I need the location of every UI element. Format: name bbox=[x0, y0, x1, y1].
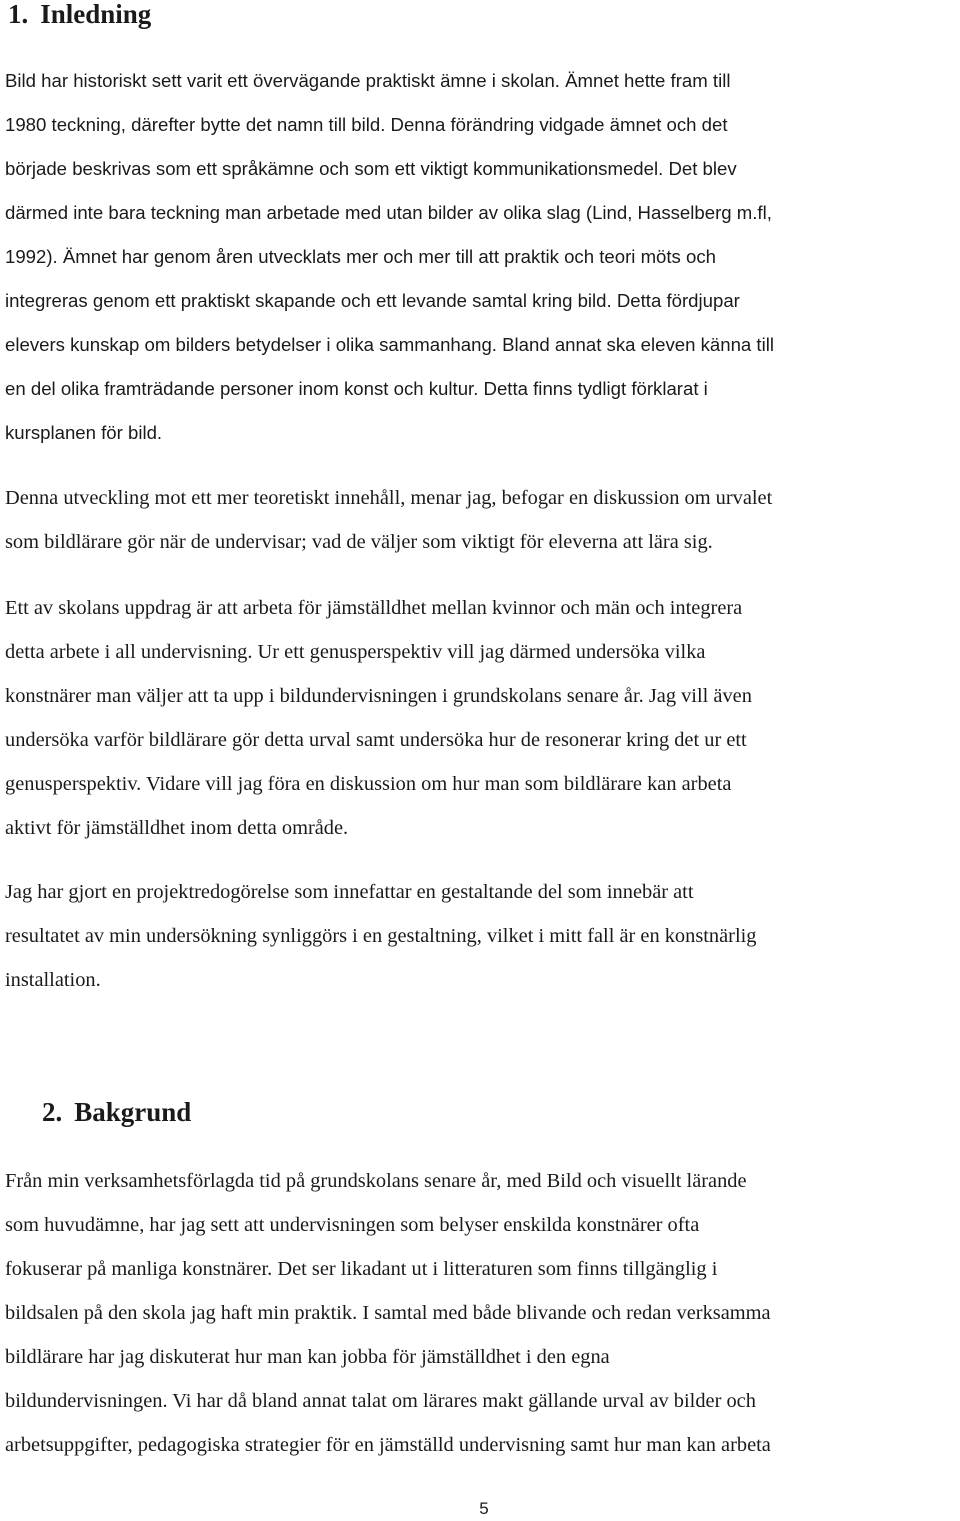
section-number: 1. bbox=[8, 0, 29, 29]
text-line: började beskrivas som ett språkämne och som ett viktigt kommunikationsmedel. Det blev bbox=[5, 158, 737, 179]
section-heading-inledning bbox=[8, 0, 151, 30]
paragraph bbox=[5, 870, 757, 1002]
text-line: fokuserar på manliga konstnärer. Det ser likadant ut i litteraturen som finns tillgänglig i bbox=[5, 1258, 718, 1280]
text-line: Bild har historiskt sett varit ett övervägande praktiskt ämne i skolan. Ämnet hette fram till bbox=[5, 70, 731, 91]
paragraph bbox=[5, 59, 774, 455]
text-line: arbetsuppgifter, pedagogiska strategier för en jämställd undervisning samt hur man kan arbeta bbox=[5, 1434, 771, 1456]
text-line: Jag har gjort en projektredogörelse som innefattar en gestaltande del som innebär att bbox=[5, 881, 694, 903]
paragraph bbox=[5, 586, 752, 850]
text-line: som huvudämne, har jag sett att undervisningen som belyser enskilda konstnärer ofta bbox=[5, 1214, 700, 1236]
text-line: installation. bbox=[5, 969, 101, 991]
text-line: aktivt för jämställdhet inom detta område. bbox=[5, 817, 349, 839]
text-line: undersöka varför bildlärare gör detta urval samt undersöka hur de resonerar kring det ur ett bbox=[5, 729, 747, 751]
section-number: 2. bbox=[42, 1097, 63, 1127]
text-line: 1980 teckning, därefter bytte det namn till bild. Denna förändring vidgade ämnet och det bbox=[5, 114, 728, 135]
text-line: resultatet av min undersökning synliggörs i en gestaltning, vilket i mitt fall är en konstnärlig bbox=[5, 925, 757, 947]
section-title: Bakgrund bbox=[74, 1097, 192, 1127]
section-heading-bakgrund bbox=[42, 1096, 191, 1128]
text-line: genusperspektiv. Vidare vill jag föra en diskussion om hur man som bildlärare kan arbeta bbox=[5, 773, 732, 795]
section-title: Inledning bbox=[40, 0, 152, 29]
text-line: 1992). Ämnet har genom åren utvecklats mer och mer till att praktik och teori möts och bbox=[5, 246, 717, 267]
text-line: Från min verksamhetsförlagda tid på grundskolans senare år, med Bild och visuellt lärande bbox=[5, 1170, 747, 1192]
text-line: bildlärare har jag diskuterat hur man kan jobba för jämställdhet i den egna bbox=[5, 1346, 610, 1368]
page-number: 5 bbox=[479, 1499, 489, 1518]
text-line: kursplanen för bild. bbox=[5, 422, 163, 443]
paragraph bbox=[5, 476, 772, 564]
text-line: bildsalen på den skola jag haft min praktik. I samtal med både blivande och redan verksamma bbox=[5, 1302, 771, 1324]
paragraph bbox=[5, 1159, 771, 1467]
text-line: en del olika framträdande personer inom konst och kultur. Detta finns tydligt förklarat i bbox=[5, 378, 708, 399]
text-line: som bildlärare gör när de undervisar; vad de väljer som viktigt för eleverna att lära sig. bbox=[5, 531, 713, 553]
text-line: integreras genom ett praktiskt skapande och ett levande samtal kring bild. Detta fördjupar bbox=[5, 290, 740, 311]
text-line: Denna utveckling mot ett mer teoretiskt innehåll, menar jag, befogar en diskussion om urvalet bbox=[5, 487, 773, 509]
text-line: detta arbete i all undervisning. Ur ett genusperspektiv vill jag därmed undersöka vilka bbox=[5, 641, 706, 663]
text-line: Ett av skolans uppdrag är att arbeta för jämställdhet mellan kvinnor och män och integrera bbox=[5, 597, 743, 619]
text-line: konstnärer man väljer att ta upp i bildundervisningen i grundskolans senare år. Jag vill även bbox=[5, 685, 752, 707]
text-line: bildundervisningen. Vi har då bland annat talat om lärares makt gällande urval av bilder och bbox=[5, 1390, 756, 1412]
text-line: därmed inte bara teckning man arbetade med utan bilder av olika slag (Lind, Hasselberg m.fl, bbox=[5, 202, 772, 223]
text-line: elevers kunskap om bilders betydelser i olika sammanhang. Bland annat ska eleven känna till bbox=[5, 334, 774, 355]
